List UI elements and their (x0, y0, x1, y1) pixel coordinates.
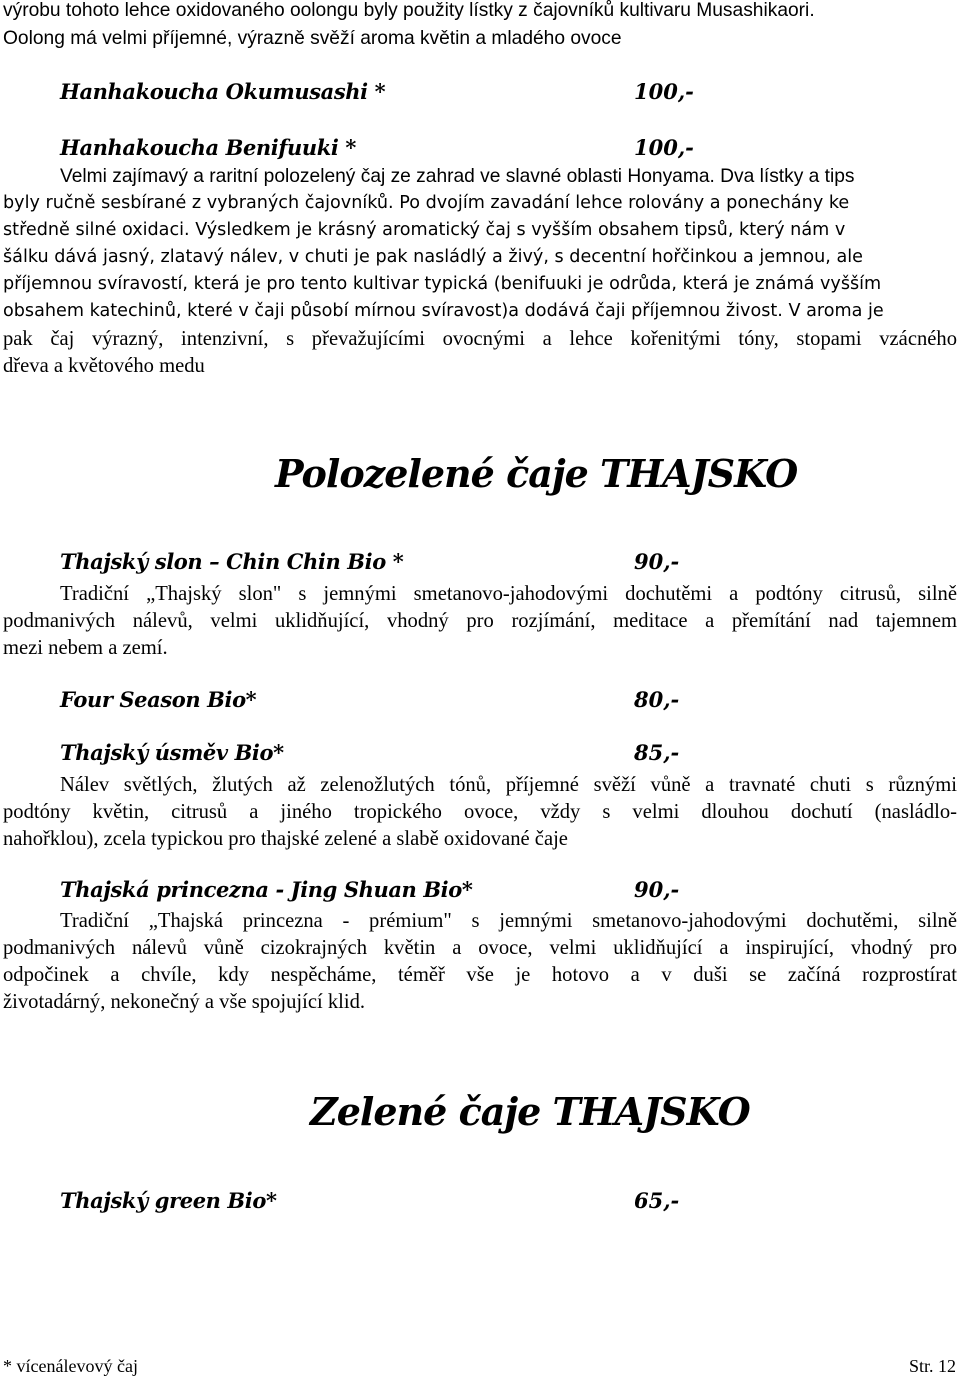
tea-description-line: podtóny květin, citrusů a jiného tropického ovoce, vždy s velmi dlouhou dochutí (nasládlo- (3, 801, 957, 823)
tea-name: Thajský úsměv Bio* (60, 740, 284, 765)
tea-description-line: pak čaj výrazný, intenzivní, s převažujícími ovocnými a lehce kořenitými tóny, stopami vzácného (3, 328, 957, 350)
tea-description-line: podmanivých nálevů vůně cizokrajných květin a ovoce, velmi uklidňující a inspirující, vhodný pro (3, 937, 957, 959)
section-heading-zelene: Zelené čaje THAJSKO (310, 1089, 750, 1134)
tea-name: Four Season Bio* (60, 687, 257, 712)
tea-price: 85,- (634, 740, 680, 765)
tea-price-benifuuki: 100,- (634, 135, 694, 160)
intro-line: Oolong má velmi příjemné, výrazně svěží aroma květin a mladého ovoce (3, 28, 622, 49)
footer-note: * vícenálevový čaj (3, 1356, 138, 1376)
tea-description-line: středně silné oxidaci. Výsledkem je krásný aromatický čaj s vyšším obsahem tipsů, který nám v (3, 220, 846, 240)
tea-description-line: Nálev světlých, žlutých až zelenožlutých tónů, příjemné svěží vůně a travnaté chuti s různými (60, 774, 957, 796)
tea-description-line: mezi nebem a zemí. (3, 637, 168, 659)
tea-price: 90,- (634, 549, 680, 574)
tea-name: Thajský slon – Chin Chin Bio * (60, 549, 404, 574)
tea-name-benifuuki: Hanhakoucha Benifuuki * (60, 135, 356, 160)
tea-description-line: nahořklou), zcela typickou pro thajské zelené a slabě oxidované čaje (3, 828, 568, 850)
tea-description-line: šálku dává jasný, zlatavý nálev, v chuti je pak nasládlý a živý, s decentní hořčinkou a jemnou, ale (3, 247, 863, 267)
tea-description-line: životadárný, nekonečný a vše spojující klid. (3, 991, 366, 1013)
tea-price: 90,- (634, 877, 680, 902)
tea-name: Thajský green Bio* (60, 1188, 277, 1213)
page-number: Str. 12 (908, 1356, 956, 1376)
intro-line: výrobu tohoto lehce oxidovaného oolongu byly použity lístky z čajovníků kultivaru Musashikaori. (3, 0, 815, 21)
tea-name: Thajská princezna - Jing Shuan Bio* (60, 877, 473, 902)
tea-price: 80,- (634, 687, 680, 712)
tea-description-line: byly ručně sesbírané z vybraných čajovníků. Po dvojím zavadání lehce rolovány a ponechány ke (3, 193, 850, 213)
tea-name-okumusashi: Hanhakoucha Okumusashi * (60, 79, 386, 104)
tea-description-line: podmanivých nálevů, velmi uklidňující, vhodný pro rozjímání, meditace a přemítání nad tajemnem (3, 610, 957, 632)
tea-price: 65,- (634, 1188, 680, 1213)
tea-description-line: Velmi zajímavý a raritní polozelený čaj ze zahrad ve slavné oblasti Honyama. Dva lístky a tips (60, 166, 855, 187)
tea-description-line: příjemnou svíravostí, která je pro tento kultivar typická (benifuuki je odrůda, která je známá vyšším (3, 274, 882, 294)
tea-description-line: Tradiční „Thajská princezna - prémium" s jemnými smetanovo-jahodovými dochutěmi, silně (60, 910, 957, 932)
tea-description-line: dřeva a květového medu (3, 355, 205, 377)
tea-description-line: Tradiční „Thajský slon" s jemnými smetanovo-jahodovými dochutěmi a podtóny citrusů, silně (60, 583, 957, 605)
tea-description-line: obsahem katechinů, které v čaji působí mírnou svíravost)a dodává čaji příjemnou živost. V aroma je (3, 301, 884, 321)
tea-price-okumusashi: 100,- (634, 79, 694, 104)
tea-description-line: odpočinek a chvíle, kdy nespěcháme, téměř vše je hotovo a v duši se začíná rozprostírat (3, 964, 957, 986)
section-heading-polozelene: Polozelené čaje THAJSKO (275, 451, 798, 496)
